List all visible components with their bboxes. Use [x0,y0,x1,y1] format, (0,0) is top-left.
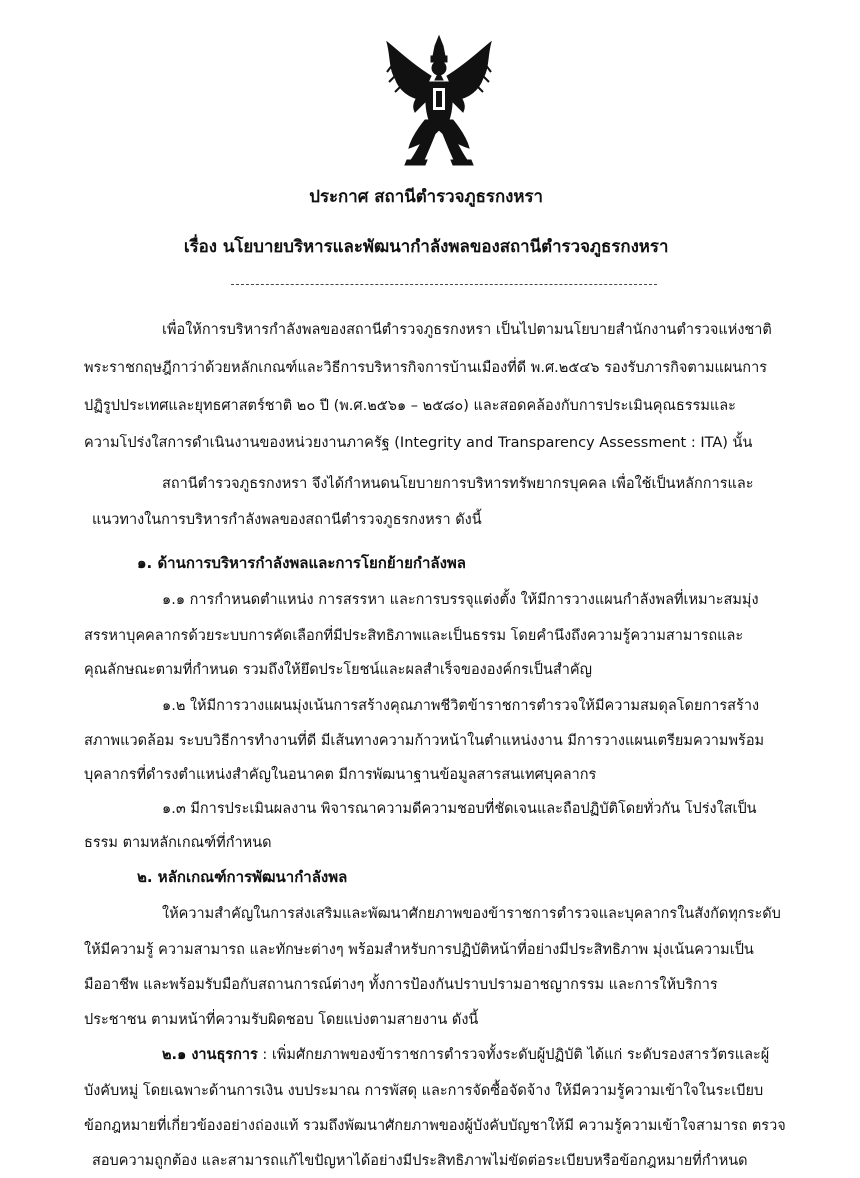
paragraph-2-1-line: บังคับหมู่ โดยเฉพาะด้านการเงิน งบประมาณ การพัสดุ และการจัดซื้อจัดจ้าง ให้มีความรู้ความเข้าใจในระเบียบ [84,1083,764,1099]
title-divider [231,284,657,285]
paragraph-2-1-line [162,1045,769,1065]
paragraph-2-line: ให้ความสำคัญในการส่งเสริมและพัฒนาศักยภาพของข้าราชการตำรวจและบุคลากรในสังกัดทุกระดับ [162,906,781,922]
paragraph-1-1-line: สรรหาบุคคลากรด้วยระบบการคัดเลือกที่มีประสิทธิภาพและเป็นธรรม โดยคำนึงถึงความรู้ความสามารถและ [84,628,744,644]
paragraph-1-2-line: บุคลากรที่ดำรงตำแหน่งสำคัญในอนาคต มีการพัฒนาฐานข้อมูลสารสนเทศบุคลากร [84,767,597,783]
paragraph-1-2-line: ๑.๒ ให้มีการวางแผนมุ่งเน้นการสร้างคุณภาพชีวิตข้าราชการตำรวจให้มีความสมดุลโดยการสร้าง [162,698,760,714]
section-2-heading: ๒. หลักเกณฑ์การพัฒนากำลังพล [137,868,348,886]
paragraph-2-1-text: : เพิ่มศักยภาพของข้าราชการตำรวจทั้งระดับผู้ปฏิบัติ ได้แก่ ระดับรองสารวัตรและผู้ [257,1047,770,1063]
paragraph-1-3-line: ๑.๓ มีการประเมินผลงาน พิจารณาความดีความชอบที่ชัดเจนและถือปฏิบัติโดยทั่วกัน โปร่งใสเป็น [162,801,757,817]
paragraph-2-line: ประชาชน ตามหน้าที่ความรับผิดชอบ โดยแบ่งตามสายงาน ดังนี้ [84,1012,479,1028]
declare-line: แนวทางในการบริหารกำลังพลของสถานีตำรวจภูธรกงหรา ดังนี้ [92,512,482,528]
declare-line: สถานีตำรวจภูธรกงหรา จึงได้กำหนดนโยบายการบริหารทรัพยากรบุคคล เพื่อใช้เป็นหลักการและ [162,476,754,492]
announcement-subject: เรื่อง นโยบายบริหารและพัฒนากำลังพลของสถานีตำรวจภูธรกงหรา [183,237,669,257]
garuda-emblem-icon [381,34,497,166]
intro-line: ปฏิรูปประเทศและยุทธศาสตร์ชาติ ๒๐ ปี (พ.ศ.๒๕๖๑ – ๒๕๘๐) และสอดคล้องกับการประเมินคุณธรรมและ [84,398,736,414]
intro-line: ความโปร่งใสการดำเนินงานของหน่วยงานภาครัฐ (Integrity and Transparency Assessment : ITA) นั้น [84,435,753,451]
announcement-title: ประกาศ สถานีตำรวจภูธรกงหรา [309,187,543,207]
paragraph-1-3-line: ธรรม ตามหลักเกณฑ์ที่กำหนด [84,835,272,851]
paragraph-1-2-line: สภาพแวดล้อม ระบบวิธีการทำงานที่ดี มีเส้นทางความก้าวหน้าในตำแหน่งงาน มีการวางแผนเตรียมความพร้อม [84,733,765,749]
paragraph-2-1-label: ๒.๑ งานธุรการ [162,1047,258,1063]
paragraph-2-line: มืออาชีพ และพร้อมรับมือกับสถานการณ์ต่างๆ ทั้งการป้องกันปราบปรามอาชญากรรม และการให้บริการ [84,977,718,993]
paragraph-2-line: ให้มีความรู้ ความสามารถ และทักษะต่างๆ พร้อมสำหรับการปฏิบัติหน้าที่อย่างมีประสิทธิภาพ มุ่งเน้นความเป็น [84,942,754,958]
section-1-heading: ๑. ด้านการบริหารกำลังพลและการโยกย้ายกำลังพล [137,554,466,572]
paragraph-1-1-line: คุณลักษณะตามที่กำหนด รวมถึงให้ยึดประโยชน์และผลสำเร็จขององค์กรเป็นสำคัญ [84,662,592,678]
paragraph-2-1-line: สอบความถูกต้อง และสามารถแก้ไขปัญหาได้อย่างมีประสิทธิภาพไม่ขัดต่อระเบียบหรือข้อกฎหมายที่กำหนด [92,1153,748,1169]
paragraph-1-1-line: ๑.๑ การกำหนดตำแหน่ง การสรรหา และการบรรจุแต่งตั้ง ให้มีการวางแผนกำลังพลที่เหมาะสมมุ่ง [162,592,759,608]
intro-line: พระราชกฤษฎีกาว่าด้วยหลักเกณฑ์และวิธีการบริหารกิจการบ้านเมืองที่ดี พ.ศ.๒๕๔๖ รองรับภารกิจตามแผนการ [84,360,768,376]
intro-line: เพื่อให้การบริหารกำลังพลของสถานีตำรวจภูธรกงหรา เป็นไปตามนโยบายสำนักงานตำรวจแห่งชาติ [162,322,772,338]
paragraph-2-1-line: ข้อกฎหมายที่เกี่ยวข้องอย่างถ่องแท้ รวมถึงพัฒนาศักยภาพของผู้บังคับบัญชาให้มี ความรู้ความเข้าใจสามารถ ตรวจ [84,1118,786,1134]
